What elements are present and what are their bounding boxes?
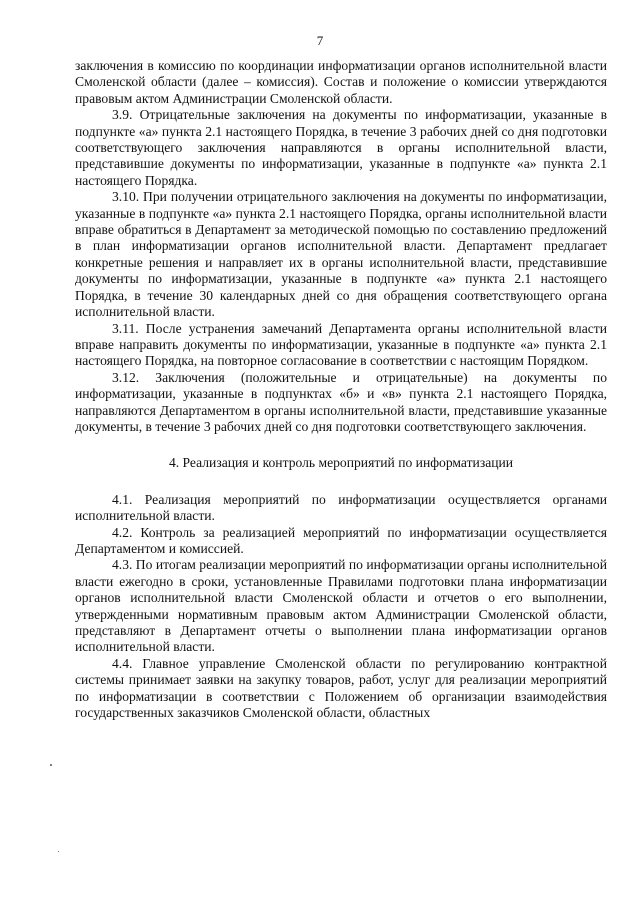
paragraph-3-11: 3.11. После устранения замечаний Департамента органы исполнительной власти вправе направить документы по информатизации, указанные в подпункте «а» пункта 2.1 настоящего Порядка, на повторное согласование в соответствии с настоящим Порядком. [75, 320, 607, 369]
scan-speck [50, 764, 52, 766]
paragraph-3-12: 3.12. Заключения (положительные и отрицательные) на документы по информатизации, указанные в подпунктах «б» и «в» пункта 2.1 настоящего Порядка, направляются Департаментом в органы исполнительной власти, представившие указанные документы, в течение 3 рабочих дней со дня подготовки соответствующего заключения. [75, 369, 607, 434]
section-heading: 4. Реализация и контроль мероприятий по информатизации [168, 455, 514, 471]
paragraph-continuation: заключения в комиссию по координации информатизации органов исполнительной власти Смоленской области (далее – комиссия). Состав и положение о комиссии утверждаются правовым актом Администрации Смоленской области. [75, 58, 607, 106]
paragraph-4-3: 4.3. По итогам реализации мероприятий по информатизации органы исполнительной власти ежегодно в сроки, установленные Правилами подготовки плана информатизации органов исполнительной власти Смоленской области и отчетов о его выполнении, утвержденными нормативным правовым актом Администрации Смоленской области, представляют в Департамент отчеты о выполнении плана информатизации органов исполнительной власти. [75, 557, 607, 655]
paragraph-4-4: 4.4. Главное управление Смоленской области по регулированию контрактной системы принимает заявки на закупку товаров, работ, услуг для реализации мероприятий по информатизации в соответствии с Положением об организации взаимодействия государственных заказчиков Смоленской области, областных [75, 655, 607, 721]
paragraph-3-9: 3.9. Отрицательные заключения на документы по информатизации, указанные в подпункте «а» пункта 2.1 настоящего Порядка, в течение 3 рабочих дней со дня подготовки соответствующего заключения направляются в органы исполнительной власти, представившие документы по информатизации, указанные в подпункте «а» пункта 2.1 настоящего Порядка. [75, 107, 607, 188]
page-number: 7 [316, 33, 324, 48]
paragraph-4-1: 4.1. Реализация мероприятий по информатизации осуществляется органами исполнительной власти. [75, 491, 607, 524]
document-body [75, 58, 607, 721]
paragraph-4-2: 4.2. Контроль за реализацией мероприятий по информатизации осуществляется Департаментом и комиссией. [75, 524, 607, 556]
paragraph-3-10: 3.10. При получении отрицательного заключения на документы по информатизации, указанные в подпункте «а» пункта 2.1 настоящего Порядка, органы исполнительной власти вправе обратиться в Департамент за методической помощью по составлению предложений в план информатизации органов исполнительной власти. Департамент предлагает конкретные решения и направляет их в органы исполнительной власти, представившие документы по информатизации, указанные в подпункте «а» пункта 2.1 настоящего Порядка, в течение 30 календарных дней со дня обращения соответствующего органа исполнительной власти. [75, 189, 607, 320]
scan-speck [58, 851, 59, 852]
